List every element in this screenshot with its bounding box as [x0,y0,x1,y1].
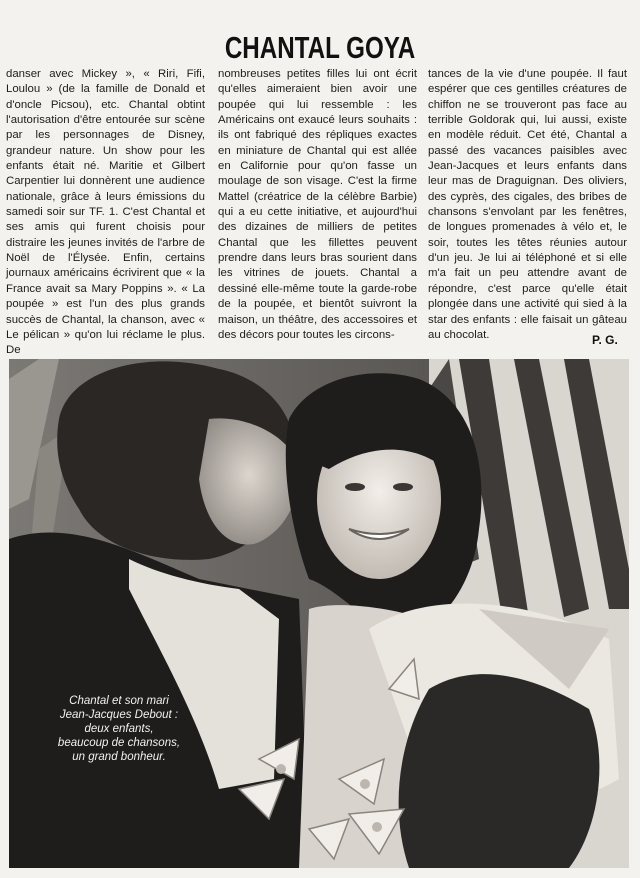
article-title: CHANTAL GOYA [224,30,416,65]
column-text: danser avec Mickey », « Riri, Fifi, Loulou » (de la famille de Donald et d'oncle Picsou), etc. Chantal obtint l'autorisation d'être entourée sur scène par les personnages de Disney, grandeur nature. Un show pour les enfants était né. Maritie et Gilbert Carpentier lui donnèrent une audience nationale, grâce à leurs émissions du samedi soir sur TF. 1. C'est Chantal et ses amis qui furent choisis pour distraire les jeunes invités de l'arbre de Noël de l'Élysée. Enfin, certains journaux américains écrivirent que « la France avait sa Mary Poppins ». « La poupée » est l'un des plus grands succès de Chantal, la chanson, avec « Le pélican » qu'on lui réclame le plus. De [6,68,205,357]
column-text: nombreuses petites filles lui ont écrit qu'elles aimeraient bien avoir une poupée qui lui ressemble : les Américains ont exaucé leurs souhaits : ils ont fabriqué des répliques exactes en miniature de Chantal qui est allée en Californie pour qu'on fasse un moulage de son visage. C'est la firme Mattel (créatrice de la célèbre Barbie) qui a eu cette initiative, et aujourd'hui des dizaines de milliers de petites Chantal que les fillettes peuvent prendre dans leurs bras sourient dans les vitrines de jouets. Chantal a dessiné elle-même toute la garde-robe de la poupée, et bientôt suivront la maison, un théâtre, des accessoires et des décors pour toutes les circons- [218,68,417,341]
photo-illustration [9,359,629,868]
article-column-2 [218,67,417,343]
article-column-3 [428,67,627,343]
caption-line: Jean-Jacques Debout : [59,709,179,721]
couple-photo [9,359,629,868]
column-text: tances de la vie d'une poupée. Il faut espérer que ces gentilles créatures de chiffon ne se trouveront pas face au terrible Goldorak qui, lui aussi, existe en modèle réduit. Cet été, Chantal a passé des vacances paisibles avec Jean-Jacques et leurs enfants dans leur mas de Draguignan. Des oliviers, des cyprès, des cigales, des bribes de chansons s'envolant par les fenêtres, de longues promenades à vélo et, le soir, toutes les têtes réunies autour d'un jeu. Je lui ai téléphoné et si elle m'a fait un peu attendre avant de répondre, c'est parce qu'elle était plongée dans une activité qui sied à la star des enfants : elle faisait un gâteau au chocolat. [428,68,627,341]
photo-caption [44,694,194,764]
caption-line: beaucoup de chansons, [57,737,181,749]
caption-line: deux enfants, [84,723,154,735]
author-signature: P. G. [592,333,618,347]
caption-line: un grand bonheur. [72,751,166,763]
caption-line: Chantal et son mari [69,695,169,707]
article-column-1 [6,67,205,359]
